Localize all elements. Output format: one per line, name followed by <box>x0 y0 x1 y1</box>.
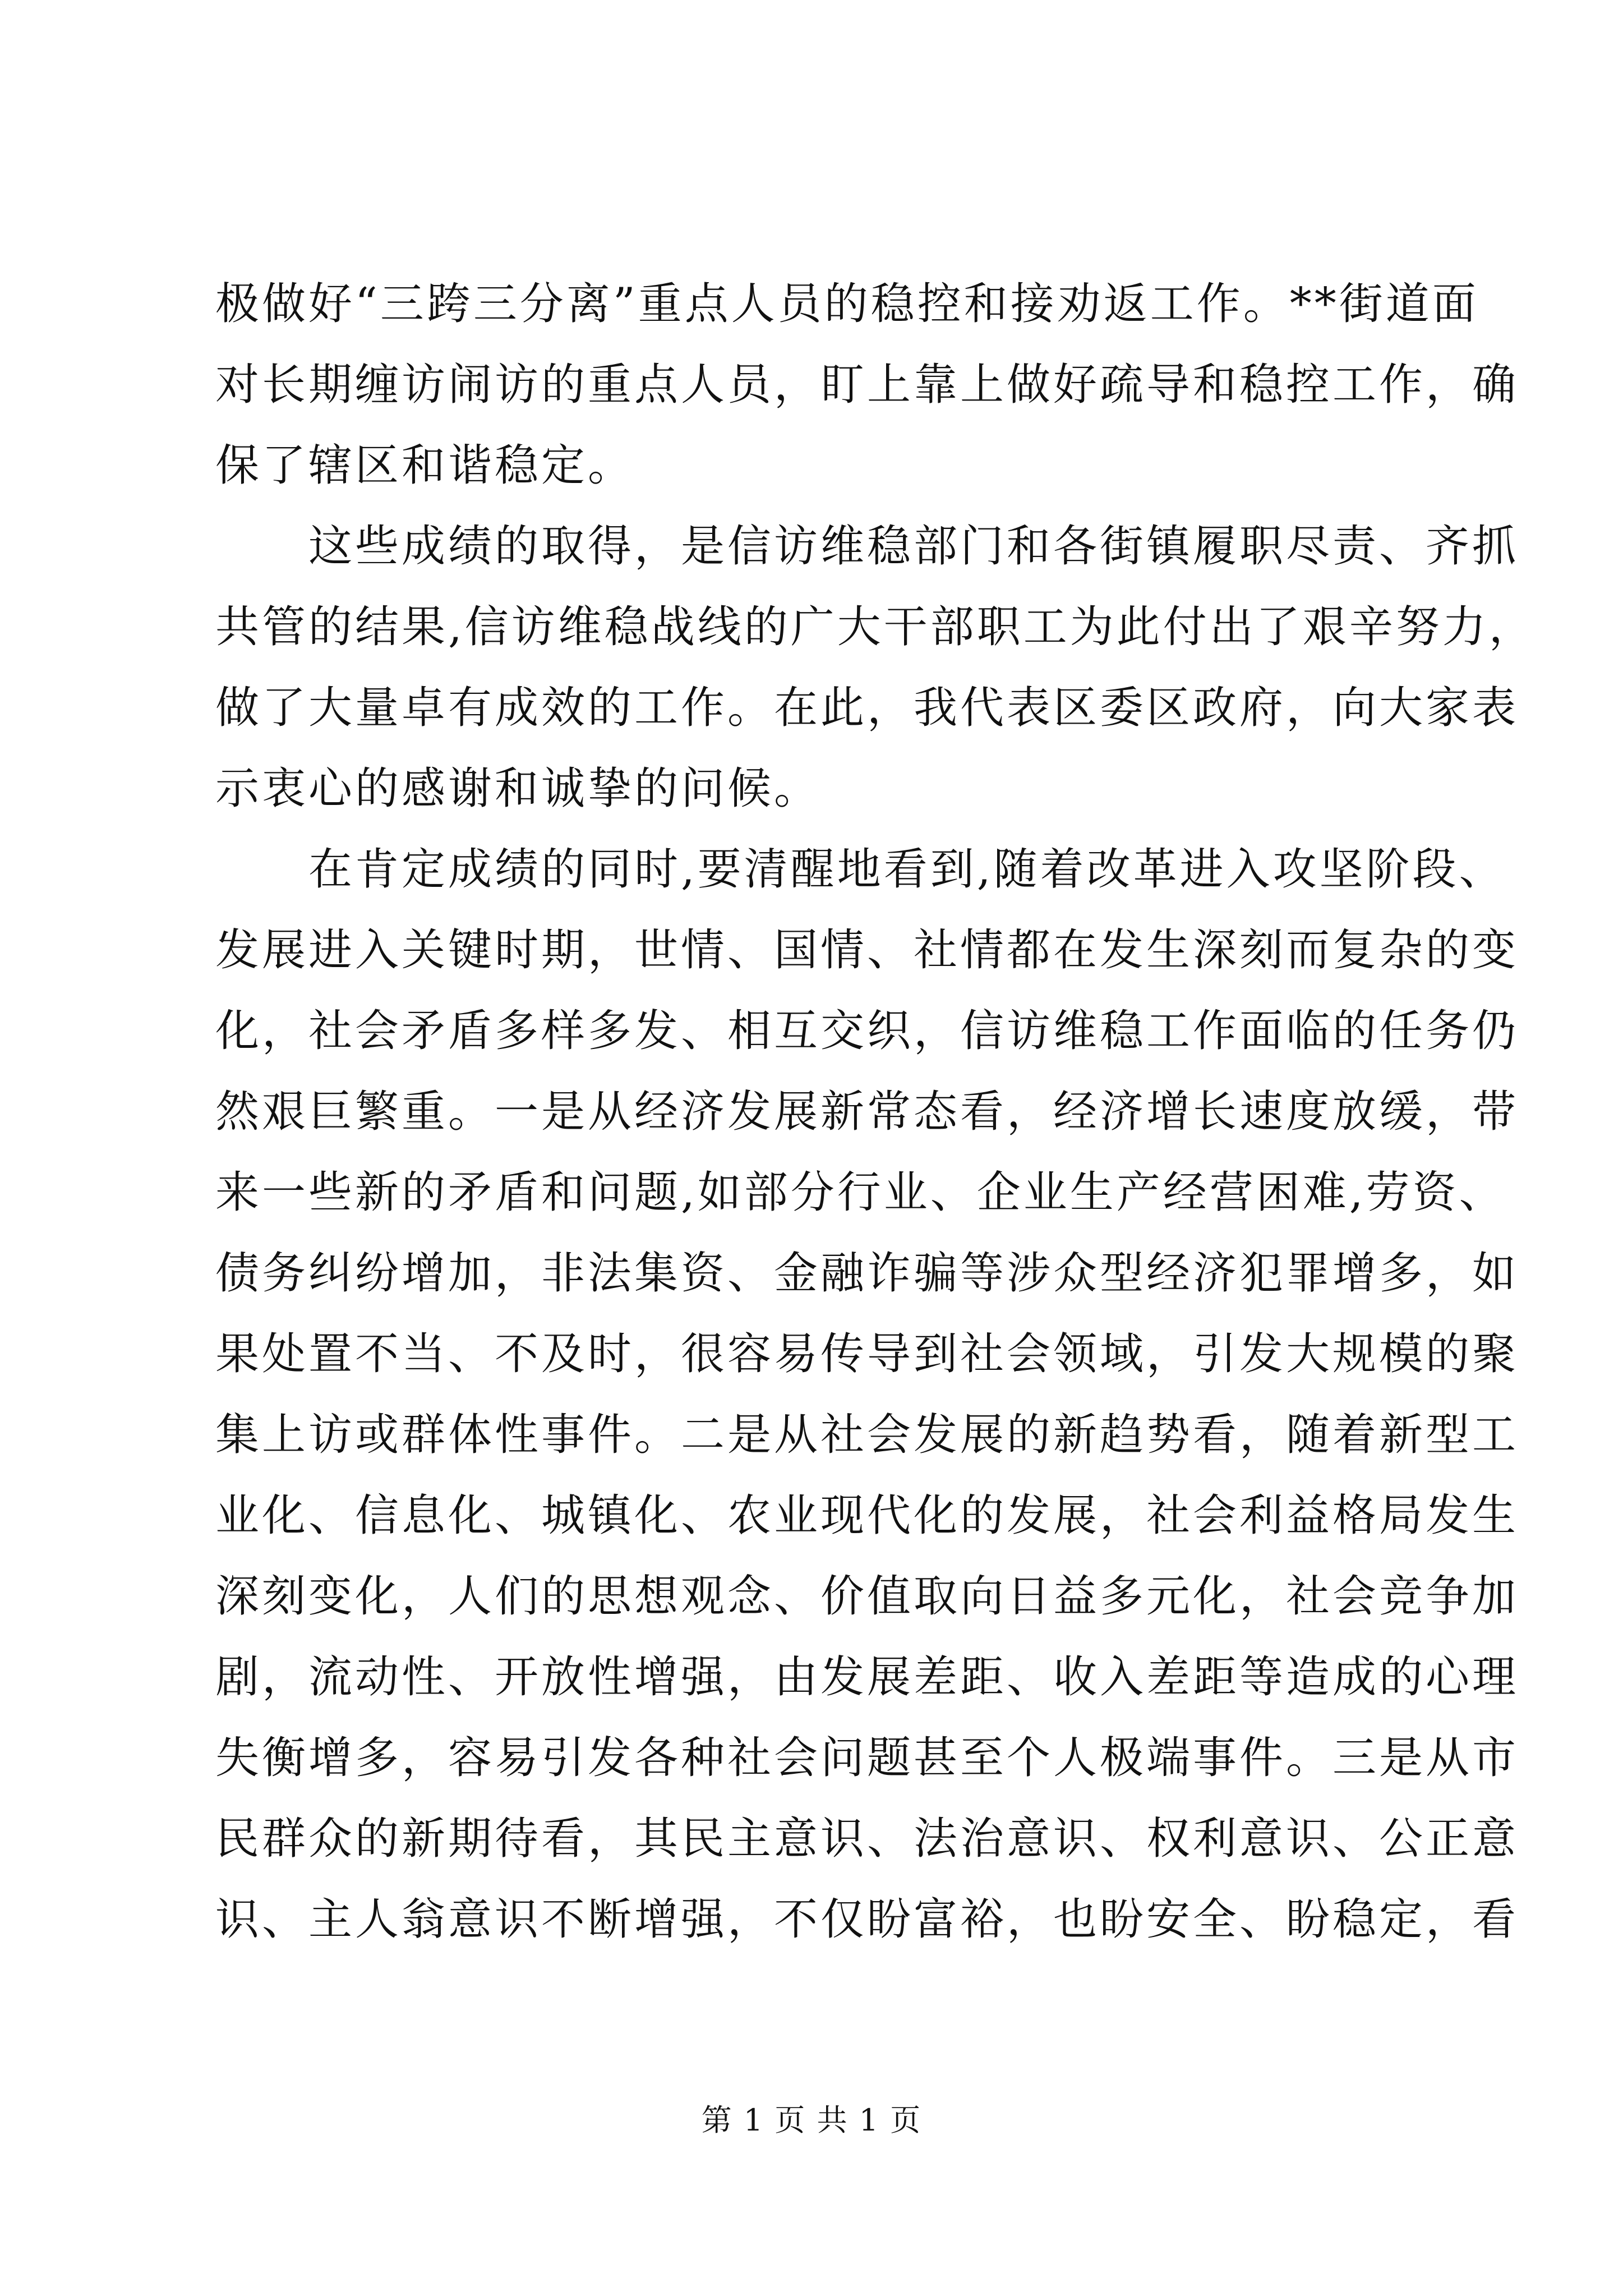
page-number-footer: 第 1 页 共 1 页 <box>701 2102 922 2138</box>
text-line: 果处置不当、不及时，很容易传导到社会领域，引发大规模的聚 <box>215 1329 1519 1379</box>
body-text <box>215 264 1536 1960</box>
text-line: 债务纠纷增加，非法集资、金融诈骗等涉众型经济犯罪增多，如 <box>215 1248 1519 1299</box>
text-line: 失衡增多，容易引发各种社会问题甚至个人极端事件。三是从市 <box>215 1733 1519 1783</box>
text-line: 然艰巨繁重。一是从经济发展新常态看，经济增长速度放缓，带 <box>215 1087 1519 1137</box>
text-line: 做了大量卓有成效的工作。在此，我代表区委区政府，向大家表 <box>215 683 1519 733</box>
text-line: 极做好“三跨三分离”重点人员的稳控和接劝返工作。**街道面 <box>215 279 1479 329</box>
text-line: 化，社会矛盾多样多发、相互交织，信访维稳工作面临的任务仍 <box>215 1006 1519 1056</box>
text-line: 对长期缠访闹访的重点人员，盯上靠上做好疏导和稳控工作，确 <box>215 360 1519 410</box>
text-line: 剧，流动性、开放性增强，由发展差距、收入差距等造成的心理 <box>215 1652 1519 1703</box>
text-line: 这些成绩的取得，是信访维稳部门和各街镇履职尽责、齐抓 <box>215 521 1519 572</box>
text-line: 民群众的新期待看，其民主意识、法治意识、权利意识、公正意 <box>215 1814 1519 1864</box>
text-line: 深刻变化，人们的思想观念、价值取向日益多元化，社会竞争加 <box>215 1571 1519 1622</box>
text-line: 示衷心的感谢和诚挚的问候。 <box>215 763 821 814</box>
text-line: 在肯定成绩的同时,要清醒地看到,随着改革进入攻坚阶段、 <box>215 844 1506 895</box>
text-line: 保了辖区和谐稳定。 <box>215 440 635 491</box>
text-line: 发展进入关键时期，世情、国情、社情都在发生深刻而复杂的变 <box>215 925 1519 976</box>
text-line: 共管的结果,信访维稳战线的广大干部职工为此付出了艰辛努力， <box>215 602 1536 652</box>
text-line: 来一些新的矛盾和问题,如部分行业、企业生产经营困难,劳资、 <box>215 1167 1506 1218</box>
text-line: 业化、信息化、城镇化、农业现代化的发展，社会利益格局发生 <box>215 1490 1519 1541</box>
text-line: 识、主人翁意识不断增强，不仅盼富裕，也盼安全、盼稳定，看 <box>215 1894 1519 1945</box>
text-line: 集上访或群体性事件。二是从社会发展的新趋势看，随着新型工 <box>215 1410 1519 1460</box>
